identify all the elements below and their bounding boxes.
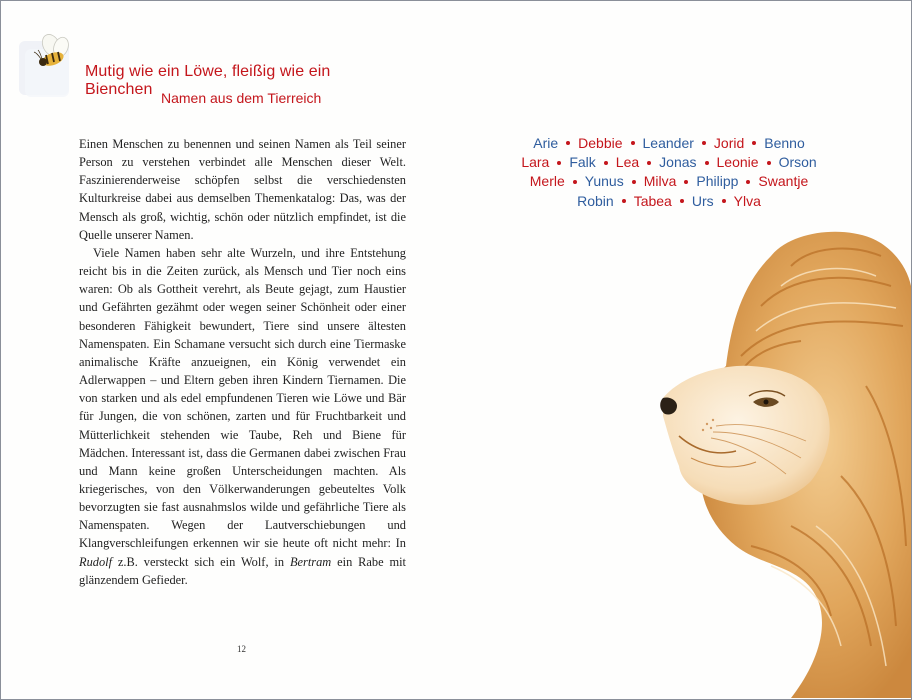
paragraph-text: ein Rabe mit glänzendem Gefieder.	[79, 554, 406, 587]
name-row-1	[479, 134, 859, 153]
bullet-separator	[722, 199, 726, 203]
bullet-separator	[631, 141, 635, 145]
name-item: Tabea	[633, 192, 672, 209]
name-item: Milva	[643, 173, 677, 190]
name-item: Benno	[764, 135, 805, 151]
name-item: Lara	[521, 154, 550, 171]
name-item: Debbie	[578, 135, 623, 151]
chapter-title: Mutig wie ein Löwe, fleißig wie ein Bienchen	[85, 63, 331, 98]
bullet-separator	[622, 199, 626, 203]
paragraph-text: z.B. versteckt sich ein Wolf, in	[112, 554, 290, 569]
name-item: Robin	[577, 192, 614, 209]
bullet-separator	[573, 180, 577, 184]
chapter-subtitle: Namen aus dem Tierreich	[161, 90, 322, 106]
paragraph-intro: Einen Menschen zu benennen und seinen Namen als Teil seiner Person zu verstehen verbindet alle Menschen dieser Welt. Faszinierenderweise schöpfen selbst die verschiedensten Kulturkreise dabei aus demselben Themenkatalog: Das, was der Mensch als groß, wichtig, schön oder nützlich empfindet, ist die Quelle unserer Namen.	[79, 137, 406, 242]
name-example-bertram: Bertram	[289, 554, 332, 569]
paragraph-animal-names	[79, 244, 406, 589]
bullet-separator	[647, 161, 651, 165]
bullet-separator	[684, 180, 688, 184]
name-item: Arie	[533, 135, 559, 151]
name-item: Merle	[529, 173, 565, 190]
name-item: Urs	[691, 192, 714, 209]
name-item: Orson	[778, 154, 817, 171]
page-number: 12	[237, 644, 246, 654]
bullet-separator	[557, 161, 561, 165]
bullet-separator	[604, 161, 608, 165]
lion-illustration	[641, 226, 911, 698]
name-item: Yunus	[584, 173, 624, 190]
paragraph-text: Viele Namen haben sehr alte Wurzeln, und ihre Entstehung reicht bis in die Zeiten zurück, als Mensch und Tier noch eins waren: Ob als Gottheit verehrt, als Beute gejagt, zum Haustier und Gefährten gezähmt oder wegen seiner Schönheit oder einer besonderen Fähigkeit bewundert, Tiere sind unsere ältesten Namenspaten. Ein Schamane versucht sich durch eine Tiermaske animalische Kräfte anzueignen, ein König verwendet ein Adlerwappen – und Eltern geben ihren Kindern Tiernamen. Die von starken und als edel empfundenen Tieren wie Löwe und Bär für Jungen, die von schönen, zarten und für Fruchtbarkeit und Mütterlichkeit stehenden wie Taube, Reh und Biene für Mädchen. Interessant ist, dass die Germanen dabei zwischen Frau und Mann keine großen Unterscheidungen machten. Als kriegerisches, von den Völkerwanderungen gebeuteltes Volk bevorzugten sie fast ausnahmslos wilde und gefährliche Tiere als Namenspaten. Wegen der Lautverschiebungen und Klangverschleifungen erkennen wir sie heute oft nicht mehr: In	[79, 245, 406, 551]
name-item: Swantje	[758, 173, 809, 190]
bullet-separator	[680, 199, 684, 203]
name-example-rudolf: Rudolf	[79, 554, 113, 569]
bullet-separator	[752, 141, 756, 145]
bee-illustration	[15, 31, 81, 103]
name-item: Philipp	[696, 173, 739, 190]
name-row-3	[479, 172, 859, 191]
name-item: Ylva	[733, 192, 761, 209]
name-item: Jorid	[713, 135, 745, 151]
bullet-separator	[632, 180, 636, 184]
name-item: Leander	[642, 135, 694, 151]
name-item: Lea	[615, 154, 640, 171]
bullet-separator	[767, 161, 771, 165]
name-list	[479, 134, 859, 211]
name-row-4	[479, 192, 859, 211]
bullet-separator	[705, 161, 709, 165]
body-text	[79, 135, 406, 589]
bullet-separator	[702, 141, 706, 145]
name-item: Jonas	[659, 154, 697, 171]
bullet-separator	[746, 180, 750, 184]
name-item: Leonie	[716, 154, 759, 171]
name-row-2	[479, 153, 859, 172]
name-item: Falk	[569, 154, 596, 171]
bullet-separator	[566, 141, 570, 145]
